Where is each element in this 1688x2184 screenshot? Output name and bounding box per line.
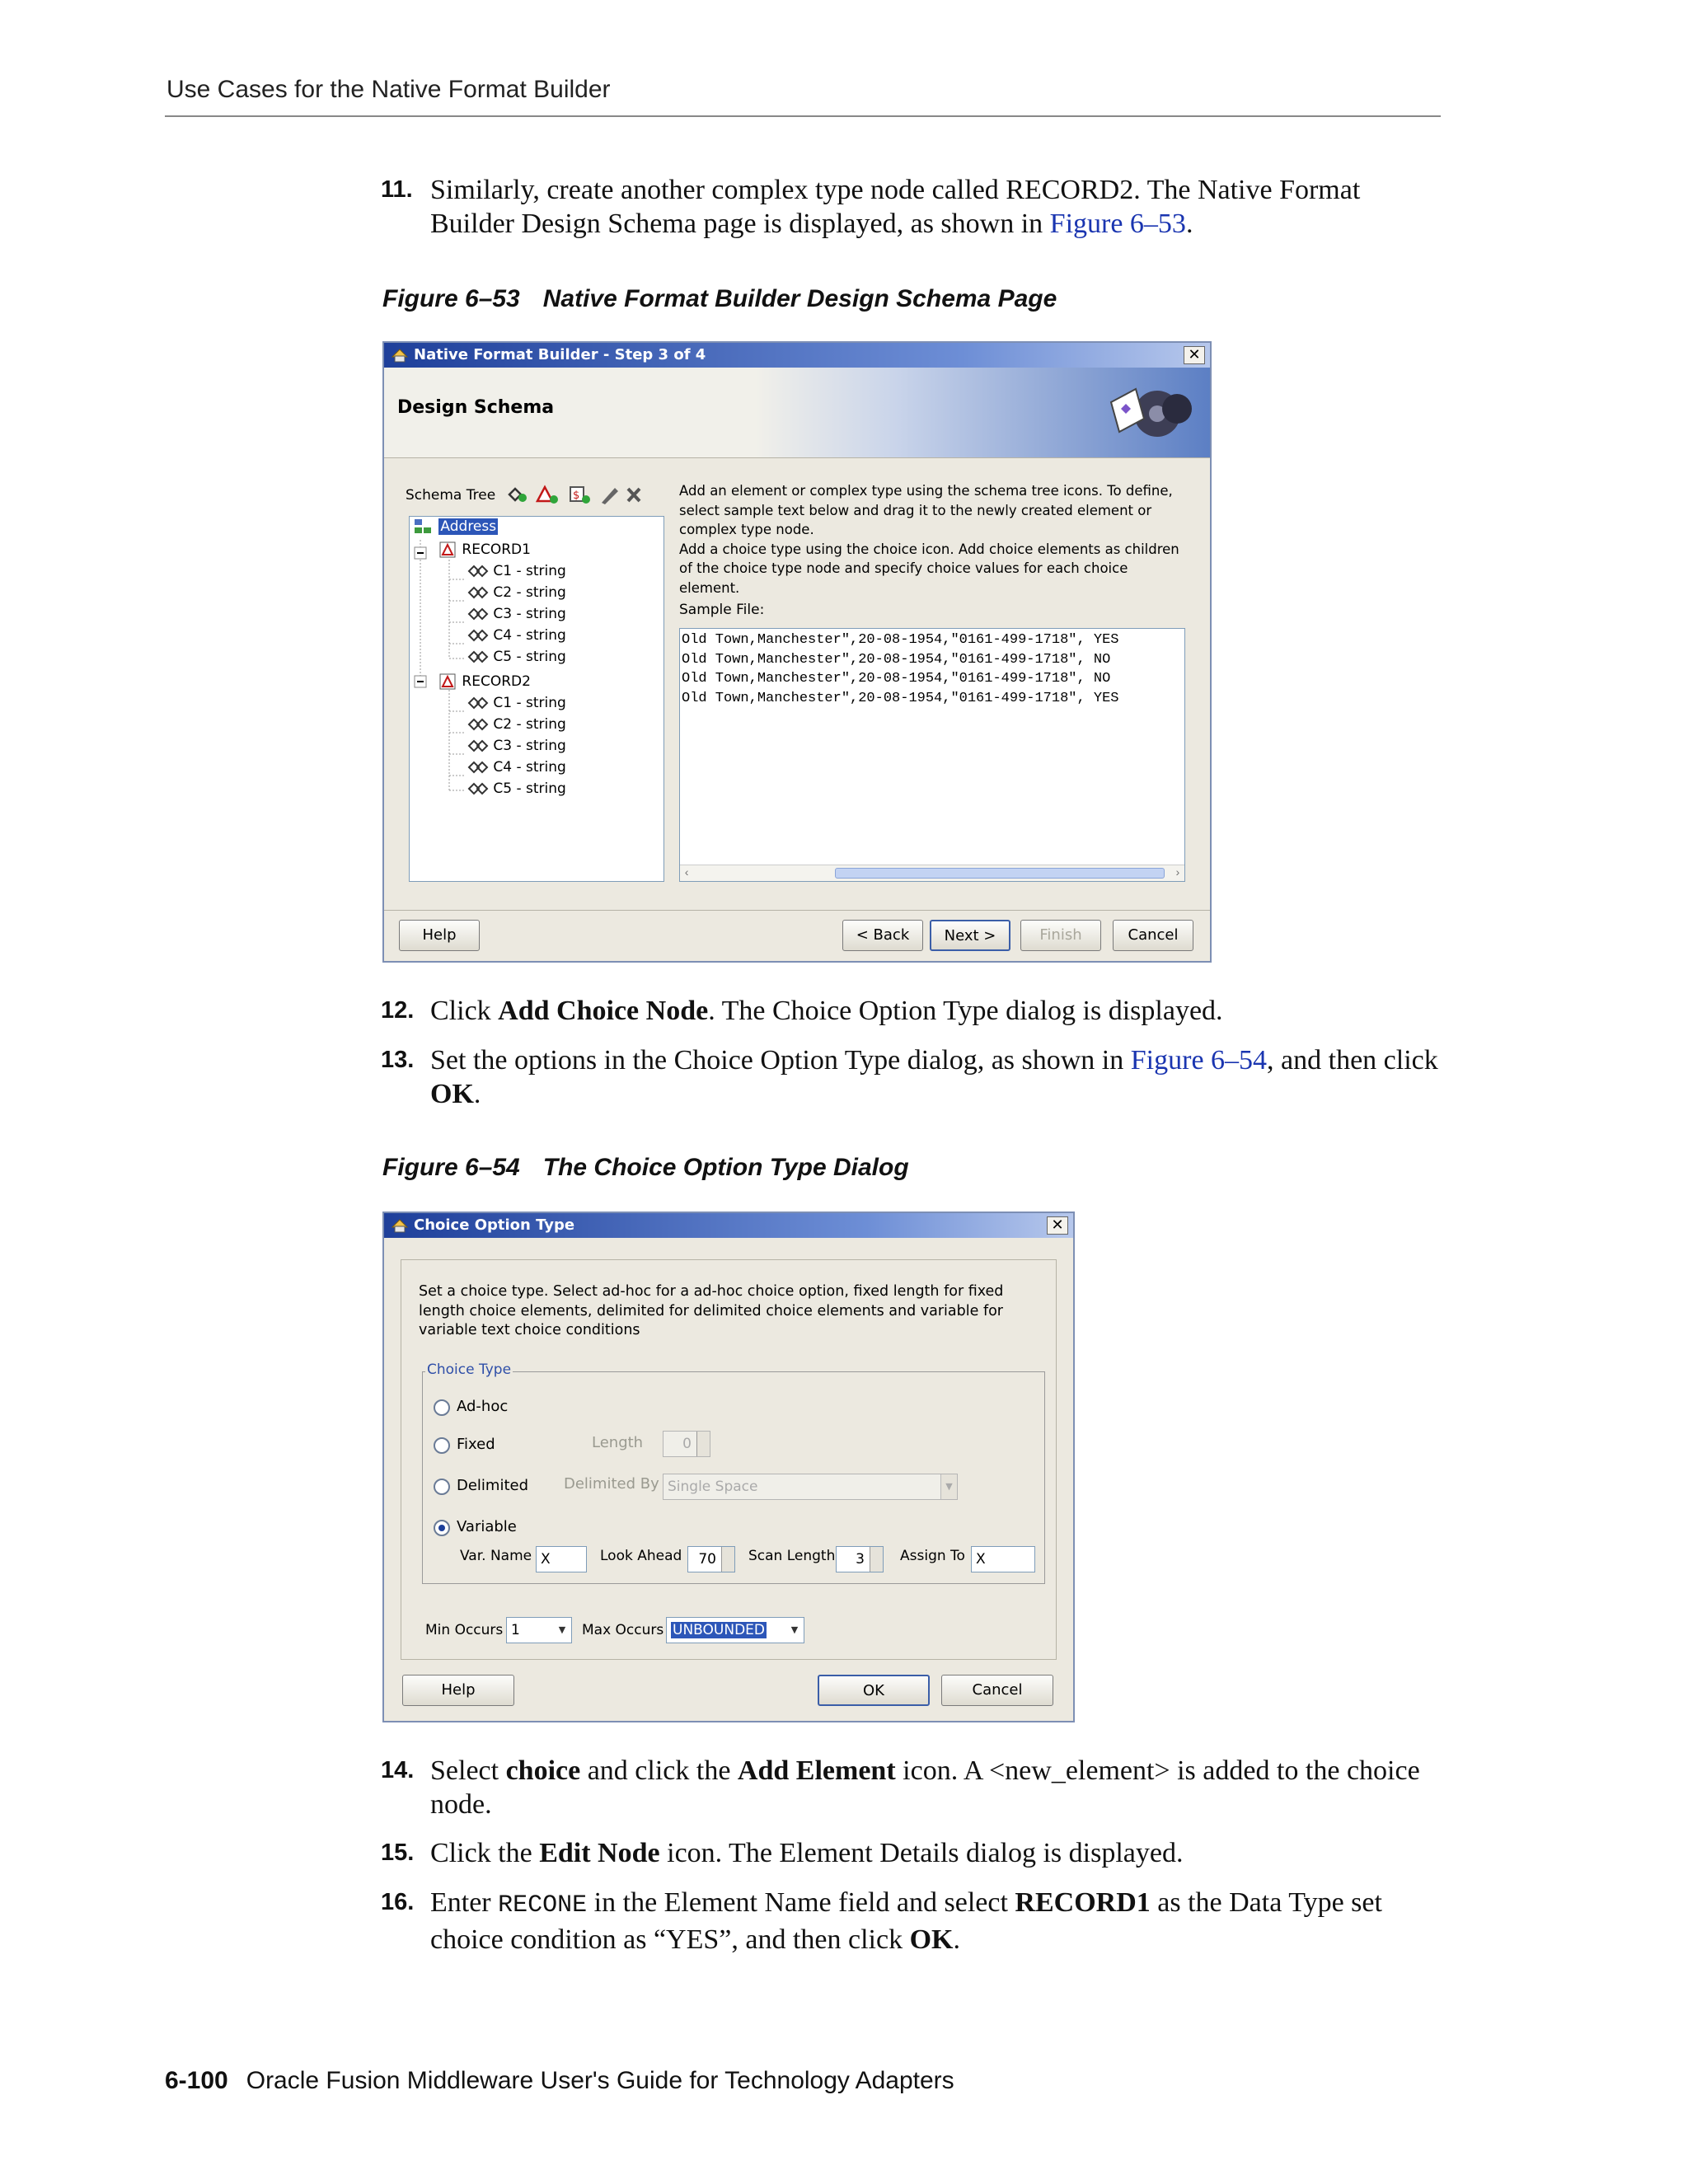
max-occurs-select[interactable]: UNBOUNDED ▼ — [666, 1617, 804, 1643]
choice-description: Set a choice type. Select ad-hoc for a ad-hoc choice option, fixed length for fixed length choice elements, delimited for delimited choice elements and variable for variable text choice conditions — [419, 1283, 1004, 1338]
scan-length-label: Scan Length — [748, 1548, 836, 1564]
sample-file-label: Sample File: — [679, 602, 765, 618]
delimited-by-select[interactable]: Single Space ▼ — [663, 1474, 958, 1500]
add-choice-icon[interactable] — [509, 489, 527, 502]
scroll-left-icon[interactable]: ‹ — [683, 867, 691, 880]
complex-type-icon — [439, 673, 457, 691]
assign-to-label: Assign To — [900, 1548, 965, 1564]
sample-file-textarea[interactable] — [679, 628, 1185, 882]
spinner-arrows-icon[interactable] — [870, 1547, 883, 1572]
cancel-button[interactable]: Cancel — [941, 1675, 1053, 1706]
element-icon — [467, 649, 489, 665]
page-footer — [165, 2067, 954, 2095]
banner-title: Design Schema — [397, 397, 555, 418]
running-header: Use Cases for the Native Format Builder — [166, 76, 611, 103]
tree-node-element[interactable]: C1 - string — [467, 693, 566, 713]
tree-node-record1[interactable]: RECORD1 — [439, 540, 531, 560]
delimited-radio[interactable] — [434, 1479, 450, 1495]
tree-node-element[interactable]: C2 - string — [467, 715, 566, 734]
element-icon — [467, 584, 489, 601]
wizard-banner — [384, 368, 1210, 458]
button-bar-divider — [384, 910, 1210, 911]
instructions-text: Add an element or complex type using the schema tree icons. To define, select sample text below and drag it to the newly created element or complex type node. Add a choice type using the choice icon. Add choice elements as children of the choice type node and specify choice values for each choice element. — [679, 483, 1179, 596]
finish-button[interactable]: Finish — [1020, 920, 1101, 951]
adhoc-radio[interactable] — [434, 1399, 450, 1416]
edit-node-icon[interactable] — [602, 488, 618, 504]
tree-node-element[interactable]: C3 - string — [467, 604, 566, 624]
element-icon — [467, 606, 489, 622]
page-number: 6-100 — [165, 2067, 228, 2094]
figure-caption-53: Figure 6–53 Native Format Builder Design Schema Page — [382, 285, 1057, 312]
delimited-label: Delimited — [457, 1477, 529, 1494]
element-icon — [467, 716, 489, 733]
ok-button[interactable]: OK — [818, 1675, 930, 1706]
sample-file-contents: Old Town,Manchester",20-08-1954,"0161-499-1718", YES Old Town,Manchester",20-08-1954,"0161-499-1718", NO Old Town,Manchester",20-08-1954,"0161-499-1718", NO Old Town,Manchester",20-08-1954,"0161-499-1718", YES — [682, 632, 1119, 706]
fixed-radio[interactable] — [434, 1437, 450, 1454]
element-icon — [467, 695, 489, 711]
cancel-button[interactable]: Cancel — [1113, 920, 1193, 951]
min-occurs-select[interactable]: 1 ▼ — [506, 1617, 572, 1643]
tree-node-element[interactable]: C1 - string — [467, 561, 566, 581]
app-icon — [391, 347, 409, 363]
element-icon — [467, 627, 489, 644]
scroll-right-icon[interactable]: › — [1174, 867, 1181, 880]
book-title: Oracle Fusion Middleware User's Guide for Technology Adapters — [246, 2067, 954, 2094]
choice-type-group-label: Choice Type — [427, 1361, 512, 1378]
dialog-titlebar: Native Format Builder - Step 3 of 4 ✕ — [384, 343, 1210, 368]
chevron-down-icon[interactable]: ▼ — [558, 1624, 566, 1635]
chevron-down-icon[interactable]: ▼ — [790, 1624, 799, 1635]
look-ahead-spinner[interactable]: 70 — [687, 1546, 735, 1572]
schema-tree[interactable] — [409, 516, 664, 882]
next-button[interactable]: Next > — [930, 920, 1010, 951]
add-complex-type-icon[interactable] — [537, 487, 558, 504]
element-icon — [467, 563, 489, 579]
schema-root-icon — [413, 518, 434, 536]
length-label: Length — [592, 1434, 644, 1451]
scrollbar-thumb[interactable] — [835, 868, 1165, 879]
svg-text:$: $ — [573, 490, 580, 502]
wizard-graphic-icon — [1078, 377, 1193, 448]
figure-caption-54: Figure 6–54 The Choice Option Type Dialog — [382, 1154, 909, 1181]
tree-node-address[interactable]: Address — [413, 517, 498, 537]
add-element-icon[interactable] — [570, 487, 590, 504]
length-spinner[interactable]: 0 — [663, 1431, 710, 1457]
app-icon — [391, 1217, 409, 1234]
var-name-field[interactable]: X — [536, 1546, 587, 1572]
element-icon — [467, 738, 489, 754]
complex-type-icon — [439, 541, 457, 559]
back-button[interactable]: < Back — [842, 920, 923, 951]
look-ahead-label: Look Ahead — [600, 1548, 682, 1564]
header-rule — [165, 115, 1441, 117]
element-icon — [467, 780, 489, 797]
figure-link[interactable]: Figure 6–54 — [1130, 1045, 1268, 1076]
tree-node-element[interactable]: C2 - string — [467, 583, 566, 602]
fixed-label: Fixed — [457, 1436, 495, 1453]
help-button[interactable]: Help — [399, 920, 480, 951]
chevron-down-icon[interactable]: ▼ — [940, 1474, 957, 1499]
help-button[interactable]: Help — [402, 1675, 514, 1706]
close-icon[interactable]: ✕ — [1184, 346, 1205, 364]
tree-node-record2[interactable]: RECORD2 — [439, 672, 531, 691]
max-occurs-label: Max Occurs — [582, 1622, 664, 1638]
variable-label: Variable — [457, 1518, 517, 1535]
min-occurs-label: Min Occurs — [425, 1622, 504, 1638]
step-number: 11. — [381, 176, 413, 203]
tree-node-element[interactable]: C5 - string — [467, 647, 566, 667]
schema-tree-label: Schema Tree — [406, 487, 496, 504]
variable-radio[interactable] — [434, 1520, 450, 1536]
adhoc-label: Ad-hoc — [457, 1398, 509, 1415]
spinner-arrows-icon[interactable] — [696, 1432, 710, 1456]
scan-length-spinner[interactable]: 3 — [836, 1546, 884, 1572]
horizontal-scrollbar[interactable] — [680, 865, 1184, 881]
choice-option-type-dialog — [382, 1212, 1075, 1722]
native-format-builder-dialog — [382, 341, 1212, 963]
schema-tree-toolbar — [504, 483, 661, 506]
delete-node-icon[interactable] — [628, 489, 640, 501]
spinner-arrows-icon[interactable] — [721, 1547, 734, 1572]
figure-link[interactable]: Figure 6–53 — [1049, 209, 1186, 239]
element-icon — [467, 759, 489, 776]
tree-node-element[interactable]: C4 - string — [467, 757, 566, 777]
delimited-by-label: Delimited By — [564, 1475, 659, 1493]
tree-node-element[interactable]: C3 - string — [467, 736, 566, 756]
assign-to-field[interactable]: X — [971, 1546, 1035, 1572]
close-icon[interactable]: ✕ — [1047, 1216, 1068, 1235]
tree-node-element[interactable]: C4 - string — [467, 626, 566, 645]
tree-node-element[interactable]: C5 - string — [467, 779, 566, 799]
dialog-titlebar: Choice Option Type ✕ — [384, 1213, 1073, 1238]
var-name-label: Var. Name — [460, 1548, 532, 1564]
